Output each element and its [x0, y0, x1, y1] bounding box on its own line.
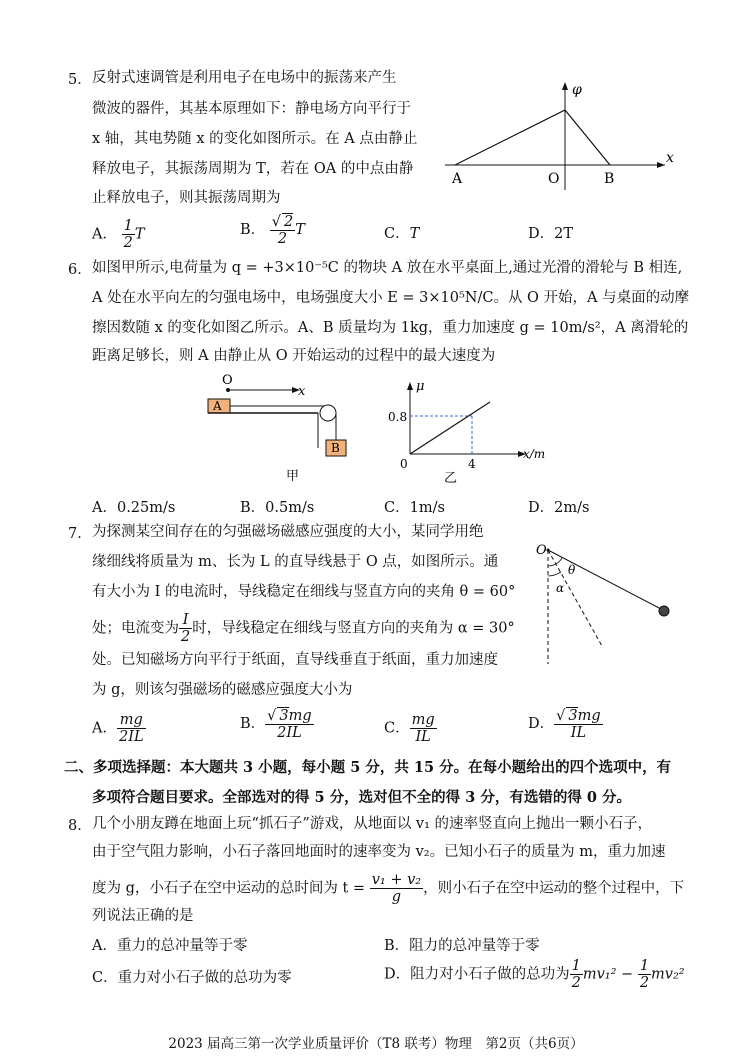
fraction: $\frac{1}{2}$ — [571, 958, 581, 991]
phi-label: φ — [572, 82, 582, 98]
section-2-header-line-1: 二、多项选择题：本大题共 3 小题，每小题 5 分，共 15 分。在每小题给出的四个选项中，有 — [64, 759, 672, 776]
fraction: $\frac{\text{v₁ + v₂}}{g}$ — [371, 872, 422, 905]
q6-option-b[interactable]: B．0.5m/s — [240, 500, 315, 516]
q6-option-d[interactable]: D．2m/s — [528, 500, 590, 516]
q7-line-1: 为探测某空间存在的匀强磁场磁感应强度的大小，某同学用绝 — [92, 524, 484, 540]
q6-line-3: 擦因数随 x 的变化如图乙所示。A、B 质量均为 1kg，重力加速度 g = 10m/s²，A 离滑轮的 — [92, 320, 689, 336]
fraction: $\frac{√ 3mg}{2IL}$ — [267, 708, 312, 741]
q7-number: 7． — [68, 526, 92, 542]
pulley — [320, 405, 336, 421]
q7-line-5: 处。已知磁场方向平行于纸面，直导线垂直于纸面，重力加速度 — [92, 652, 498, 668]
q7-option-b[interactable]: B． $\frac{√ 3mg}{2IL}$ — [240, 708, 312, 741]
q5-number: 5． — [68, 72, 92, 88]
svg-text:O: O — [222, 373, 233, 388]
q7-line-3: 有大小为 I 的电流时，导线稳定在细线与竖直方向的夹角 θ = 60° — [92, 584, 516, 600]
q5-line-3: x 轴，其电势随 x 的变化如图所示。在 A 点由静止 — [92, 131, 418, 147]
svg-text:4: 4 — [468, 457, 476, 471]
svg-text:α: α — [556, 581, 565, 595]
q8-line-2: 由于空气阻力影响，小石子落回地面时的速率变为 v₂。已知小石子的质量为 m，重力加速 — [92, 844, 666, 860]
caption-jia: 甲 — [286, 469, 300, 484]
q6-line-1: 如图甲所示,电荷量为 q = +3×10⁻⁵C 的物块 A 放在水平桌面上,通过光滑的滑轮与 B 相连, — [92, 260, 683, 276]
q7-option-d[interactable]: D． $\frac{√ 3mg}{IL}$ — [528, 708, 601, 741]
fraction: $\frac{1}{2}$ — [639, 958, 650, 991]
q6-option-c[interactable]: C．1m/s — [384, 500, 445, 516]
wire-cross-section — [659, 606, 669, 616]
q5-option-b[interactable]: B． $\frac{√ 2}{2}$ T — [240, 214, 305, 247]
q8-option-c[interactable]: C．重力对小石子做的总功为零 — [92, 970, 292, 986]
q7-line-4: 处；电流变为 $\frac{I}{2}$ 时，导线稳定在细线与竖直方向的夹角为 α = 30° — [92, 612, 515, 645]
q7-option-a[interactable]: A． $\frac{mg}{2IL}$ — [92, 712, 144, 745]
fraction: $\frac{√ 2}{2}$ — [271, 214, 294, 247]
q7-option-c[interactable]: C． $\frac{mg}{IL}$ — [384, 712, 435, 745]
q6-line-4: 距离足够长，则 A 由静止从 O 开始运动的过程中的最大速度为 — [92, 348, 496, 364]
svg-text:A: A — [213, 399, 222, 413]
q7-figure — [530, 536, 680, 666]
svg-text:0: 0 — [400, 457, 408, 471]
q8-option-b[interactable]: B．阻力的总冲量等于零 — [384, 938, 540, 954]
svg-text:x/m: x/m — [523, 447, 546, 461]
q8-line-4: 列说法正确的是 — [92, 908, 194, 924]
point-o-label: O — [548, 171, 560, 187]
q5-line-1: 反射式速调管是利用电子在电场中的振荡来产生 — [92, 70, 397, 86]
phi-axis-arrow — [562, 82, 568, 90]
x-label: x — [666, 150, 674, 166]
fraction: $\frac{1}{2}$ — [123, 218, 133, 251]
q6-figure-jia — [200, 370, 360, 485]
svg-text:θ: θ — [568, 563, 576, 577]
point-b-label: B — [604, 171, 615, 187]
fraction: $\frac{mg}{IL}$ — [411, 712, 435, 745]
svg-text:x: x — [298, 384, 306, 399]
fraction: $\frac{mg}{2IL}$ — [118, 712, 144, 745]
section-2-header-line-2: 多项符合题目要求。全部选对的得 5 分，选对但不全的得 3 分，有选错的得 0 分。 — [92, 789, 632, 806]
caption-yi: 乙 — [444, 471, 458, 486]
svg-text:B: B — [331, 441, 340, 455]
q5-potential-figure — [440, 78, 690, 190]
q8-option-d[interactable]: D．阻力对小石子做的总功为 $\frac{1}{2}$ mv₁² − $\frac{1}{2}$ mv₂² — [384, 958, 685, 991]
potential-curve — [455, 110, 610, 165]
fraction: $\frac{I}{2}$ — [181, 612, 191, 645]
q5-option-d[interactable]: D．2T — [528, 226, 574, 242]
q5-option-a[interactable]: A． $\frac{1}{2}$ T — [92, 218, 145, 251]
fraction: $\frac{√ 3mg}{IL}$ — [556, 708, 601, 741]
point-a-label: A — [452, 171, 463, 187]
q8-number: 8． — [68, 818, 92, 834]
q5-option-c[interactable]: C．T — [384, 226, 420, 242]
q6-line-2: A 处在水平向左的匀强电场中，电场强度大小 E = 3×10⁵N/C。从 O 开始，A 与桌面的动摩 — [92, 290, 690, 306]
q6-number: 6． — [68, 262, 92, 278]
q5-line-5: 止释放电子，则其振荡周期为 — [92, 190, 281, 206]
q7-line-6: 为 g，则该匀强磁场的磁感应强度大小为 — [92, 682, 353, 698]
q7-line-2: 缘细线将质量为 m、长为 L 的直导线悬于 O 点，如图所示。通 — [92, 554, 499, 570]
q8-line-1: 几个小朋友蹲在地面上玩“抓石子”游戏，从地面以 v₁ 的速率竖直向上抛出一颗小石子， — [92, 816, 653, 832]
q6-option-a[interactable]: A．0.25m/s — [92, 500, 176, 516]
q5-line-2: 微波的器件，其基本原理如下：静电场方向平行于 — [92, 101, 411, 117]
mu-line — [410, 402, 490, 454]
q8-line-3: 度为 g，小石子在空中运动的总时间为 t = $\frac{\text{v₁ + v₂}}{g}$ ，则小石子在空中运动的整个过程中，下 — [92, 872, 685, 905]
page-footer: 2023 届高三第一次学业质量评价（T8 联考）物理 第2页（共6页） — [168, 1036, 584, 1052]
svg-text:O: O — [536, 543, 547, 558]
string — [548, 550, 661, 609]
svg-text:0.8: 0.8 — [388, 410, 408, 424]
svg-text:μ: μ — [416, 379, 425, 394]
q5-line-4: 释放电子，其振荡周期为 T，若在 OA 的中点由静 — [92, 161, 414, 177]
q6-figure-yi — [380, 378, 550, 488]
x-axis-arrow — [657, 162, 665, 168]
q8-option-a[interactable]: A．重力的总冲量等于零 — [92, 938, 248, 954]
